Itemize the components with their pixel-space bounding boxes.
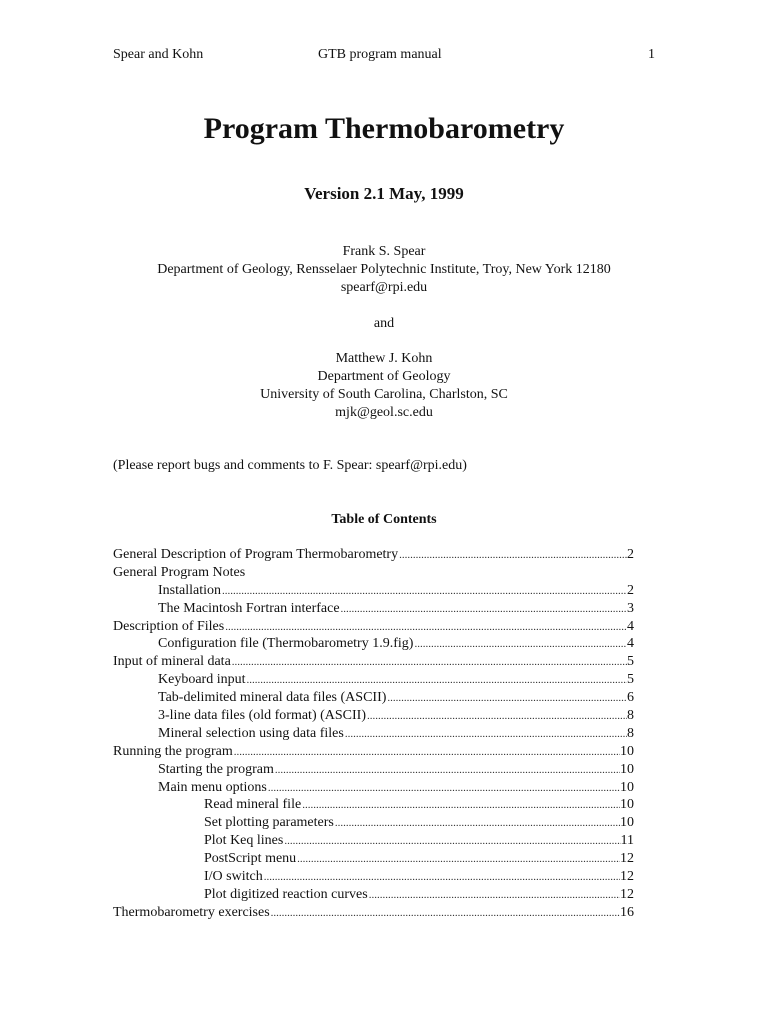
- toc-leader-dots: [270, 907, 620, 919]
- toc-entry-page: 10: [620, 779, 634, 795]
- toc-entry-page: 2: [627, 582, 634, 598]
- toc-entry[interactable]: [113, 815, 634, 833]
- toc-leader-dots: [413, 638, 627, 650]
- toc-entry-label: Input of mineral data: [113, 654, 231, 670]
- document-title: Program Thermobarometry: [203, 112, 565, 145]
- toc-leader-dots: [231, 656, 627, 668]
- toc-title: Table of Contents: [331, 512, 437, 527]
- author2-department: Department of Geology: [317, 369, 451, 384]
- table-of-contents: [113, 547, 634, 923]
- toc-entry-page: 8: [627, 708, 634, 724]
- toc-entry-page: 11: [620, 833, 634, 849]
- toc-entry-label: Set plotting parameters: [204, 815, 334, 831]
- running-header-manual: GTB program manual: [318, 47, 442, 62]
- toc-entry[interactable]: [113, 690, 634, 708]
- toc-leader-dots: [245, 674, 627, 686]
- toc-entry-page: 4: [627, 636, 634, 652]
- toc-entry-label: Thermobarometry exercises: [113, 904, 270, 920]
- toc-leader-dots: [398, 549, 627, 561]
- toc-leader-dots: [224, 621, 627, 633]
- toc-entry-label: Keyboard input: [158, 672, 246, 688]
- toc-entry[interactable]: [113, 619, 634, 637]
- toc-entry-label: Plot digitized reaction curves: [204, 886, 368, 902]
- toc-leader-dots: [274, 764, 620, 776]
- toc-entry-page: 10: [620, 797, 634, 813]
- author1-affiliation: Department of Geology, Rensselaer Polytechnic Institute, Troy, New York 12180: [157, 262, 611, 277]
- version-line: Version 2.1 May, 1999: [304, 184, 464, 203]
- author1-email[interactable]: spearf@rpi.edu: [340, 280, 428, 295]
- author1-block: [0, 243, 768, 297]
- toc-entry-page: 10: [620, 761, 634, 777]
- toc-entry-page: 5: [627, 672, 634, 688]
- toc-leader-dots: [334, 817, 620, 829]
- toc-entry-label: PostScript menu: [204, 851, 297, 867]
- toc-leader-dots: [233, 746, 620, 758]
- toc-entry-label: Tab-delimited mineral data files (ASCII): [158, 690, 387, 706]
- toc-entry-page: 8: [627, 725, 634, 741]
- toc-entry[interactable]: [113, 654, 634, 672]
- toc-entry-label: General Description of Program Thermobarometry: [113, 547, 399, 562]
- running-header-authors: Spear and Kohn: [113, 47, 204, 62]
- toc-entry[interactable]: [113, 601, 634, 619]
- toc-entry-label: Plot Keq lines: [204, 833, 284, 849]
- toc-entry[interactable]: [113, 708, 634, 726]
- toc-entry[interactable]: [113, 905, 634, 923]
- author2-university: University of South Carolina, Charlston, SC: [260, 387, 508, 402]
- toc-entry[interactable]: [113, 636, 634, 654]
- toc-entry-page: 12: [620, 886, 634, 902]
- toc-leader-dots: [340, 603, 627, 615]
- toc-entry-page: 4: [627, 618, 634, 634]
- toc-entry-page: 6: [627, 690, 634, 706]
- author2-block: [0, 350, 768, 422]
- toc-entry-label: Main menu options: [158, 779, 267, 795]
- toc-entry-page: 5: [627, 654, 634, 670]
- toc-entry[interactable]: [113, 672, 634, 690]
- toc-leader-dots: [344, 728, 627, 740]
- toc-entry-label: The Macintosh Fortran interface: [158, 600, 340, 616]
- toc-entry-page: 12: [620, 869, 634, 885]
- toc-entry-page: 10: [620, 815, 634, 831]
- toc-leader-dots: [267, 782, 620, 794]
- toc-entry[interactable]: [113, 547, 634, 565]
- toc-entry-label: Description of Files: [113, 618, 225, 634]
- toc-entry-page: 2: [627, 547, 634, 562]
- toc-leader-dots: [263, 871, 620, 883]
- toc-entry[interactable]: [113, 583, 634, 601]
- toc-entry[interactable]: [113, 744, 634, 762]
- toc-leader-dots: [368, 889, 620, 901]
- toc-entry[interactable]: [113, 565, 634, 583]
- author2-name: Matthew J. Kohn: [335, 351, 433, 366]
- bug-report-note: (Please report bugs and comments to F. Spear: spearf@rpi.edu): [113, 458, 467, 473]
- toc-entry-label: Running the program: [113, 743, 233, 759]
- toc-entry[interactable]: [113, 869, 634, 887]
- toc-leader-dots: [283, 835, 620, 847]
- toc-entry-label: 3-line data files (old format) (ASCII): [158, 708, 366, 724]
- toc-entry-page: 10: [620, 743, 634, 759]
- toc-leader-dots: [221, 585, 627, 597]
- toc-entry-page: 16: [620, 904, 634, 920]
- toc-entry-label: Configuration file (Thermobarometry 1.9.fig): [158, 636, 414, 652]
- toc-entry[interactable]: [113, 762, 634, 780]
- toc-leader-dots: [386, 692, 627, 704]
- author2-email[interactable]: mjk@geol.sc.edu: [335, 405, 433, 420]
- toc-leader-dots: [301, 799, 620, 811]
- toc-entry-label: Read mineral file: [204, 797, 302, 813]
- toc-entry-label: General Program Notes: [113, 564, 246, 580]
- toc-entry[interactable]: [113, 726, 634, 744]
- toc-entry-page: 12: [620, 851, 634, 867]
- toc-leader-dots: [296, 853, 620, 865]
- toc-entry[interactable]: [113, 851, 634, 869]
- author1-name: Frank S. Spear: [342, 244, 426, 259]
- conjunction: and: [373, 316, 395, 331]
- toc-entry[interactable]: [113, 833, 634, 851]
- toc-entry[interactable]: [113, 780, 634, 798]
- toc-entry-label: Mineral selection using data files: [158, 725, 344, 741]
- toc-entry-label: Installation: [158, 582, 221, 598]
- toc-entry[interactable]: [113, 797, 634, 815]
- toc-entry-label: I/O switch: [204, 869, 263, 885]
- toc-entry-label: Starting the program: [158, 761, 274, 777]
- toc-entry-page: 3: [627, 600, 634, 616]
- toc-entry[interactable]: [113, 887, 634, 905]
- toc-leader-dots: [366, 710, 627, 722]
- page-number: 1: [648, 47, 655, 62]
